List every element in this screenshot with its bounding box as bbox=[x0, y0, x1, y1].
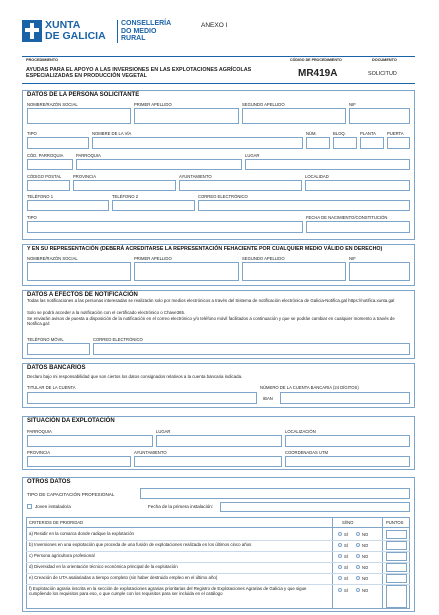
label-birth: FECHA DE NACIMIENTO/CONSTITUCIÓN bbox=[306, 215, 388, 220]
field-farm-parish[interactable] bbox=[27, 435, 153, 447]
field-farm-utm[interactable] bbox=[285, 456, 410, 467]
field-phone1[interactable] bbox=[27, 200, 109, 211]
label-yes: SÍ bbox=[344, 542, 348, 548]
criteria-item-b: b) Inversiones en una explotación que proceda de una fusión de explotaciones realizada en los últimos cinco años bbox=[29, 542, 252, 547]
points-field-e[interactable] bbox=[386, 574, 407, 583]
label-no: NO bbox=[362, 553, 369, 559]
label-farm-parish: PARROQUIA bbox=[27, 429, 52, 434]
xunta-cross-icon bbox=[22, 20, 42, 42]
xunta-logo bbox=[22, 20, 42, 42]
field-floor[interactable] bbox=[360, 137, 384, 149]
label-nif: NIF bbox=[349, 102, 356, 107]
field-holder[interactable] bbox=[27, 392, 257, 404]
field-surname1[interactable] bbox=[134, 108, 239, 124]
radio-no-e[interactable] bbox=[356, 576, 360, 580]
document-label: DOCUMENTO bbox=[372, 58, 397, 62]
label-name: NOMBRE/RAZÓN SOCIAL bbox=[27, 102, 78, 107]
field-mobile[interactable] bbox=[27, 343, 90, 355]
radio-yes-b[interactable] bbox=[338, 543, 342, 547]
label-farm-location: LOCALIZACIÓN bbox=[285, 429, 316, 434]
label-floor: PLANTA bbox=[360, 131, 376, 136]
field-type2[interactable] bbox=[27, 221, 303, 233]
label-phone1: TELÉFONO 1 bbox=[27, 194, 54, 199]
logo-line2: DE GALICIA bbox=[45, 30, 106, 42]
radio-yes-f[interactable] bbox=[338, 588, 342, 592]
representative-title: Y EN SU REPRESENTACIÓN (DEBERÁ ACREDITARSE LA REPRESENTACIÓN FEHACIENTE POR CUALQUIER MEDIO VÁLIDO EN DERECHO) bbox=[27, 246, 383, 252]
notification-text-2: Solo se podrá acceder a la notificación con el certificado electrónico o Chave365. bbox=[27, 310, 186, 315]
field-postal-code[interactable] bbox=[27, 180, 70, 191]
criteria-col-divider-1 bbox=[332, 517, 333, 609]
procedure-code: MR419A bbox=[298, 68, 338, 79]
field-farm-place[interactable] bbox=[156, 435, 282, 447]
criteria-item-c: c) Persona agricultora profesional bbox=[29, 553, 95, 558]
criteria-header: CRITERIOS DE PRIORIDAD bbox=[29, 520, 84, 525]
label-type: TIPO bbox=[27, 131, 37, 136]
points-header: PUNTOS bbox=[386, 520, 404, 525]
dept-line1: CONSELLERÍA bbox=[121, 20, 172, 27]
bank-text: Declaro bajo mi responsabilidad que son ciertos los datos consignados relativos a la cuenta bancaria indicada. bbox=[27, 374, 243, 379]
criteria-item-e: e) Creación de UTA asalariadas a tiempo completo (sin haber destruido empleo en el último año) bbox=[29, 575, 218, 580]
field-first-install[interactable] bbox=[220, 502, 410, 512]
criteria-row-divider bbox=[26, 562, 410, 563]
field-road[interactable] bbox=[92, 137, 303, 149]
field-phone2[interactable] bbox=[112, 200, 195, 211]
field-block[interactable] bbox=[333, 137, 357, 149]
notification-text-1: Todas las notificaciones a las personas interesadas se realizarán solo por medios electrónicos a través del Sistema de notificación electrónica de Galicia-Notifica.gal https://notifica.xunta.gal bbox=[27, 298, 395, 303]
criteria-row-divider bbox=[26, 584, 410, 585]
label-rep-surname2: SEGUNDO APELLIDO bbox=[242, 256, 285, 261]
criteria-row-divider bbox=[26, 551, 410, 552]
department bbox=[121, 20, 171, 43]
label-locality: LOCALIDAD bbox=[305, 174, 329, 179]
bank-title: DATOS BANCARIOS bbox=[27, 365, 86, 371]
points-field-d[interactable] bbox=[386, 563, 407, 572]
label-no: NO bbox=[362, 575, 369, 581]
label-account: NÚMERO DE LA CUENTA BANCARIA (24 DÍGITOS) bbox=[260, 385, 359, 390]
dept-line2: DO MEDIO bbox=[121, 27, 157, 35]
label-rep-name: NOMBRE/RAZÓN SOCIAL bbox=[27, 256, 78, 261]
dept-line3: RURAL bbox=[121, 35, 146, 43]
label-phone2: TELÉFONO 2 bbox=[112, 194, 139, 199]
label-province: PROVINCIA bbox=[73, 174, 97, 179]
radio-no-c[interactable] bbox=[356, 554, 360, 558]
label-rep-nif: NIF bbox=[349, 256, 356, 261]
annex-label: ANEXO I bbox=[201, 22, 228, 29]
field-rep-name[interactable] bbox=[27, 262, 131, 281]
label-farm-place: LUGAR bbox=[156, 429, 171, 434]
field-province[interactable] bbox=[73, 180, 176, 191]
field-email[interactable] bbox=[198, 200, 410, 211]
applicant-title: DATOS DE LA PERSONA SOLICITANTE bbox=[27, 92, 140, 98]
label-place: LUGAR bbox=[245, 153, 260, 158]
points-field-a[interactable] bbox=[386, 530, 407, 539]
procedure-title: AYUDAS PARA EL APOYO A LAS INVERSIONES EN LAS EXPLOTACIONES AGRÍCOLAS ESPECIALIZADAS EN PRODUCCIÓN VEGETAL bbox=[26, 67, 252, 80]
field-name[interactable] bbox=[27, 108, 131, 124]
label-yes: SÍ bbox=[344, 553, 348, 559]
field-farm-council[interactable] bbox=[134, 456, 282, 467]
criteria-col-divider-2 bbox=[382, 517, 383, 609]
radio-no-a[interactable] bbox=[356, 532, 360, 536]
label-surname2: SEGUNDO APELLIDO bbox=[242, 102, 285, 107]
field-rep-surname1[interactable] bbox=[134, 262, 239, 281]
field-parish[interactable] bbox=[76, 159, 242, 170]
points-field-c[interactable] bbox=[386, 552, 407, 561]
logo-text bbox=[45, 20, 106, 42]
field-door[interactable] bbox=[387, 137, 410, 149]
field-num[interactable] bbox=[306, 137, 330, 149]
criteria-row-divider bbox=[26, 540, 410, 541]
label-parish: PARROQUIA bbox=[76, 153, 101, 158]
label-block: BLOQ. bbox=[333, 131, 346, 136]
label-training: TIPO DE CAPACITACIÓN PROFESIONAL bbox=[27, 492, 115, 497]
header-divider bbox=[117, 20, 118, 43]
points-field-f[interactable] bbox=[386, 585, 407, 608]
label-type2: TIPO bbox=[27, 215, 37, 220]
radio-yes-a[interactable] bbox=[338, 532, 342, 536]
young-checkbox[interactable] bbox=[27, 504, 32, 509]
field-rep-nif[interactable] bbox=[349, 262, 410, 281]
field-parish-code[interactable] bbox=[27, 159, 73, 170]
label-road: NOMBRE DE LA VÍA bbox=[92, 131, 132, 136]
label-holder: TITULAR DE LA CUENTA bbox=[27, 385, 76, 390]
radio-no-d[interactable] bbox=[356, 565, 360, 569]
label-notif-email: CORREO ELECTRÓNICO bbox=[93, 337, 143, 342]
label-young: Joven instalado/a bbox=[35, 504, 71, 509]
label-surname1: PRIMER APELLIDO bbox=[134, 102, 172, 107]
label-yes: SÍ bbox=[344, 564, 348, 570]
field-council[interactable] bbox=[179, 180, 302, 191]
label-no: NO bbox=[362, 531, 369, 537]
radio-no-b[interactable] bbox=[356, 543, 360, 547]
criteria-item-a: a) Residir en la comarca donde radique la explotación bbox=[29, 531, 134, 536]
notification-title: DATOS A EFECTOS DE NOTIFICACIÓN bbox=[27, 292, 138, 298]
label-parish-code: CÓD. PARROQUIA bbox=[27, 153, 64, 158]
label-iban: IBAN bbox=[263, 396, 273, 401]
radio-yes-d[interactable] bbox=[338, 565, 342, 569]
label-no: NO bbox=[362, 587, 369, 593]
label-farm-council: AYUNTAMIENTO bbox=[134, 450, 167, 455]
label-email: CORREO ELECTRÓNICO bbox=[198, 194, 248, 199]
radio-yes-c[interactable] bbox=[338, 554, 342, 558]
criteria-item-f: f) Explotación agraria inscrita en la sección de explotaciones agrarias prioritarias del Registro de Explotaciones Agrarias de Galicia y que sigue cumpliendo los requisitos para eso, o que cumple con los requisitos para ser incluida en el catálogo bbox=[29, 586, 307, 597]
field-surname2[interactable] bbox=[242, 108, 346, 124]
label-farm-province: PROVINCIA bbox=[27, 450, 51, 455]
label-yes: SÍ bbox=[344, 587, 348, 593]
field-nif[interactable] bbox=[349, 108, 410, 124]
logo-line1: XUNTA bbox=[45, 19, 81, 31]
field-rep-surname2[interactable] bbox=[242, 262, 346, 281]
label-no: NO bbox=[362, 542, 369, 548]
criteria-item-d: d) Diversidad en la orientación técnico económica principal de la explotación bbox=[29, 564, 178, 569]
field-locality[interactable] bbox=[305, 180, 410, 191]
label-farm-utm: COORDENADAS UTM bbox=[285, 450, 329, 455]
label-rep-surname1: PRIMER APELLIDO bbox=[134, 256, 172, 261]
procedure-code-label: CÓDIGO DE PROCEDIMIENTO bbox=[290, 58, 342, 62]
other-title: OTROS DATOS bbox=[27, 479, 71, 485]
document-type: SOLICITUD bbox=[368, 71, 397, 77]
points-field-b[interactable] bbox=[386, 541, 407, 550]
label-num: NÚM. bbox=[306, 131, 317, 136]
field-farm-location[interactable] bbox=[285, 435, 410, 447]
procedure-label: PROCEDIMIENTO bbox=[26, 58, 58, 62]
farm-title: SITUACIÓN DA EXPLOTACIÓN bbox=[27, 418, 115, 424]
field-farm-province[interactable] bbox=[27, 456, 131, 467]
field-type[interactable] bbox=[27, 137, 89, 149]
label-postal-code: CÓDIGO POSTAL bbox=[27, 174, 62, 179]
criteria-row-divider bbox=[26, 573, 410, 574]
label-first-install: Fecha de la primera instalación: bbox=[148, 504, 214, 509]
field-notif-email[interactable] bbox=[93, 343, 410, 355]
field-birth[interactable] bbox=[306, 221, 410, 233]
label-door: PUERTA bbox=[387, 131, 404, 136]
label-no: NO bbox=[362, 564, 369, 570]
criteria-header-divider bbox=[26, 527, 410, 528]
field-iban[interactable] bbox=[280, 392, 410, 404]
label-yes: SÍ bbox=[344, 575, 348, 581]
label-yes: SÍ bbox=[344, 531, 348, 537]
label-mobile: TELÉFONO MÓVIL bbox=[27, 337, 64, 342]
yesno-header: SÍ/NO bbox=[342, 520, 354, 525]
radio-yes-e[interactable] bbox=[338, 576, 342, 580]
field-training[interactable] bbox=[140, 488, 410, 499]
field-place[interactable] bbox=[245, 159, 410, 170]
notification-text-3: Se enviarán avisos de puesta a disposición de la notificación en el correo electrónico y/o teléfono móvil facilitados a continuación y que se podrán cambiar en cualquier momento a través de Notifica.gal: bbox=[27, 316, 395, 327]
radio-no-f[interactable] bbox=[356, 588, 360, 592]
label-council: AYUNTAMIENTO bbox=[179, 174, 212, 179]
